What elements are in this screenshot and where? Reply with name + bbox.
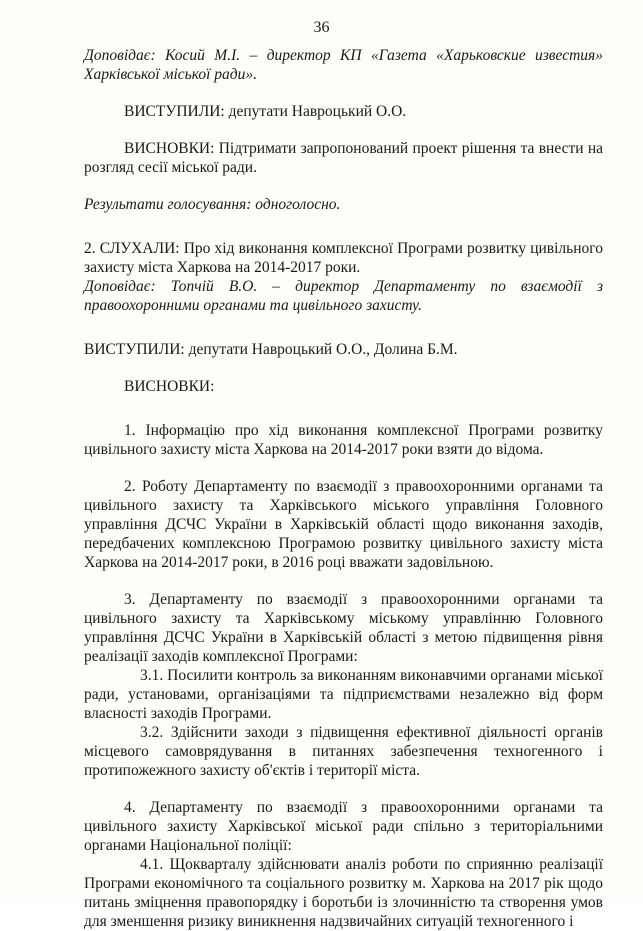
speakers-line-2: ВИСТУПИЛИ: депутати Навроцький О.О., Долина Б.М. [84,341,458,358]
conclusion-4-1: 4.1. Щокварталу здійснювати аналіз роботи по сприянню реалізації Програми економічного та соціального розвитку м. Харкова на 2017 рік щодо питань зміцнення правопорядку і боротьби із злочинністю та створення умов для зменшення ризику виникнення надзвичайних ситуацій техногенного і [84,856,603,930]
speaker-note-2: Доповідає: Топчій В.О. – директор Департаменту по взаємодії з правоохоронними органами та цивільного захисту. [84,278,603,314]
conclusion-4: 4. Департаменту по взаємодії з правоохоронними органами та цивільного захисту Харківської міської ради спільно з територіальними органами Національної поліції: [84,799,603,854]
conclusions-heading: ВИСНОВКИ: [124,378,215,395]
speaker-note: Доповідає: Косий М.І. – директор КП «Газета «Харьковские известия» Харківської міської ради». [84,47,603,83]
page-number: 36 [313,19,330,36]
heard-item-2: 2. СЛУХАЛИ: Про хід виконання комплексної Програми розвитку цивільного захисту міста Харкова на 2014-2017 роки. [84,240,603,276]
conclusion-3-2: 3.2. Здійснити заходи з підвищення ефективної діяльності органів місцевого самоврядування в питаннях забезпечення техногенного і протипожежного захисту об'єктів і території міста. [84,724,603,779]
conclusion-2: 2. Роботу Департаменту по взаємодії з правоохоронними органами та цивільного захисту та Харківського міського управління Головного управління ДСЧС України в Харківській області щодо виконання заходів, передбачених комплексною Програмою розвитку цивільного захисту міста Харкова на 2014-2017 роки, в 2016 році вважати задовільною. [84,478,603,571]
document-body [84,46,603,931]
conclusions-paragraph: ВИСНОВКИ: Підтримати запропонований проект рішення та внести на розгляд сесії міської ради. [84,140,603,176]
conclusion-1: 1. Інформацію про хід виконання комплексної Програми розвитку цивільного захисту міста Харкова на 2014-2017 роки взяти до відома. [84,422,603,458]
speakers-line: ВИСТУПИЛИ: депутати Навроцький О.О. [124,103,407,120]
conclusion-3: 3. Департаменту по взаємодії з правоохоронними органами та цивільного захисту та Харківському міському управлінню Головного управління ДСЧС України в Харківській області з метою підвищення рівня реалізації заходів комплексної Програми: [84,591,603,665]
voting-results: Результати голосування: одноголосно. [84,196,341,213]
conclusion-3-1: 3.1. Посилити контроль за виконанням виконавчими органами міської ради, установами, організаціями та підприємствами незалежно від форм власності заходів Програми. [84,667,603,722]
